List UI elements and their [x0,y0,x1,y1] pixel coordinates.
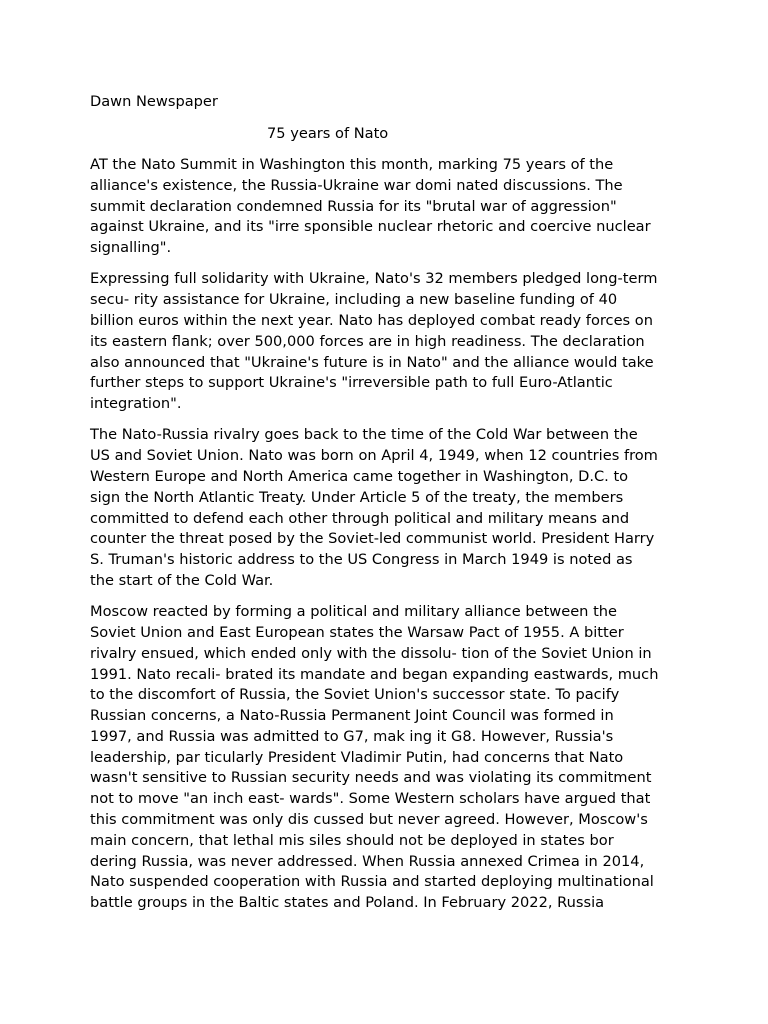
paragraph-line: billion euros within the next year. Nato has deployed combat ready forces on [90,311,653,329]
paragraph-line: leadership, par ticularly President Vladimir Putin, had concerns that Nato [90,748,624,766]
paragraph-line: Russian concerns, a Nato-Russia Permanent Joint Council was formed in [90,707,614,725]
paragraph-line: 1991. Nato recali- brated its mandate and began expanding eastwards, much [90,665,659,683]
paragraph-line: The Nato-Russia rivalry goes back to the time of the Cold War between the [90,426,638,444]
article-paragraph [90,155,690,259]
paragraph-line: further steps to support Ukraine's "irreversible path to full Euro-Atlantic [90,374,613,392]
article-title: 75 years of Nato [267,125,389,142]
newspaper-source: Dawn Newspaper [90,93,218,110]
article-paragraph [90,602,690,914]
article-paragraph [90,269,690,415]
paragraph-line: Western Europe and North America came together in Washington, D.C. to [90,467,629,485]
paragraph-line: the start of the Cold War. [90,571,274,589]
paragraph-line: 1997, and Russia was admitted to G7, mak ing it G8. However, Russia's [90,727,614,745]
paragraph-line: this commitment was only dis cussed but never agreed. However, Moscow's [90,811,648,829]
paragraph-line: sign the North Atlantic Treaty. Under Article 5 of the treaty, the members [90,488,624,506]
paragraph-line: counter the threat posed by the Soviet-led communist world. President Harry [90,530,655,548]
paragraph-line: AT the Nato Summit in Washington this month, marking 75 years of the [90,156,614,173]
paragraph-line: not to move "an inch east- wards". Some Western scholars have argued that [90,790,651,808]
paragraph-line: main concern, that lethal mis siles should not be deployed in states bor [90,831,614,849]
paragraph-line: also announced that "Ukraine's future is in Nato" and the alliance would take [90,353,654,371]
paragraph-line: Moscow reacted by forming a political and military alliance between the [90,603,618,621]
paragraph-line: signalling". [90,239,172,257]
paragraph-line: dering Russia, was never addressed. When Russia annexed Crimea in 2014, [90,852,645,870]
paragraph-line: rivalry ensued, which ended only with the dissolu- tion of the Soviet Union in [90,644,652,662]
paragraph-line: Soviet Union and East European states the Warsaw Pact of 1955. A bitter [90,623,624,641]
paragraph-line: alliance's existence, the Russia-Ukraine war domi nated discussions. The [90,176,623,194]
paragraph-line: integration". [90,395,182,413]
paragraph-line: to the discomfort of Russia, the Soviet Union's successor state. To pacify [90,686,620,704]
paragraph-line: Expressing full solidarity with Ukraine, Nato's 32 members pledged long-term [90,270,658,288]
paragraph-line: its eastern flank; over 500,000 forces are in high readiness. The declaration [90,332,645,350]
article-body [90,155,690,924]
paragraph-line: S. Truman's historic address to the US Congress in March 1949 is noted as [90,551,633,569]
paragraph-line: committed to defend each other through political and military means and [90,509,630,527]
paragraph-line: secu- rity assistance for Ukraine, including a new baseline funding of 40 [90,291,618,309]
paragraph-line: against Ukraine, and its "irre sponsible nuclear rhetoric and coercive nuclear [90,218,651,236]
paragraph-line: summit declaration condemned Russia for its "brutal war of aggression" [90,197,617,215]
paragraph-line: wasn't sensitive to Russian security needs and was violating its commitment [90,769,652,787]
paragraph-line: battle groups in the Baltic states and Poland. In February 2022, Russia [90,894,605,912]
paragraph-line: US and Soviet Union. Nato was born on April 4, 1949, when 12 countries from [90,447,658,465]
paragraph-line: Nato suspended cooperation with Russia and started deploying multinational [90,873,654,891]
article-paragraph [90,425,690,591]
